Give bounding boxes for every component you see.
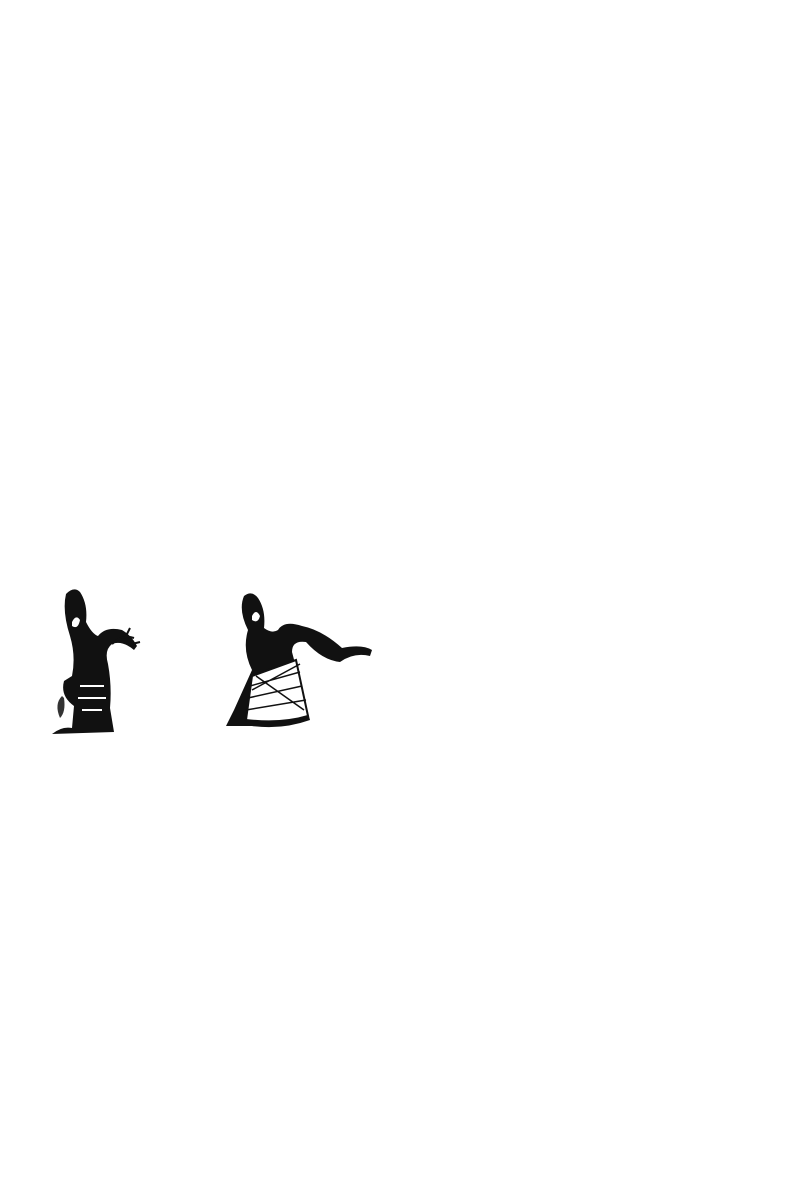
text-line xyxy=(8,488,392,512)
text-line xyxy=(8,26,392,50)
text-line xyxy=(8,74,392,98)
method-a-heading xyxy=(8,514,392,538)
text-line xyxy=(8,50,392,74)
text-line xyxy=(8,914,392,938)
text-line xyxy=(8,342,392,366)
text-line xyxy=(8,938,392,962)
text-line xyxy=(8,816,392,840)
text-line xyxy=(8,1156,392,1180)
figure-6-illustration xyxy=(42,586,142,736)
text-line xyxy=(8,98,392,122)
text-line xyxy=(8,986,392,1010)
text-line xyxy=(8,1108,392,1132)
text-line xyxy=(8,122,392,146)
text-line xyxy=(8,366,392,390)
text-line xyxy=(8,1010,392,1034)
text-line xyxy=(8,294,392,318)
text-line xyxy=(8,390,392,414)
section-heading-2 xyxy=(8,218,392,242)
text-line xyxy=(8,864,392,888)
text-line xyxy=(8,146,392,170)
subsection-heading-2 xyxy=(8,416,392,440)
method-b-heading xyxy=(8,890,392,914)
text-line xyxy=(8,170,392,194)
text-line xyxy=(8,562,392,586)
figure-7-caption xyxy=(214,734,228,751)
text-line xyxy=(8,464,392,488)
text-line xyxy=(8,1132,392,1156)
text-line xyxy=(8,1084,392,1108)
subsection-heading-1 xyxy=(8,270,392,294)
text-line xyxy=(8,1034,392,1058)
text-line xyxy=(8,440,392,464)
text-line xyxy=(8,318,392,342)
text-line xyxy=(8,962,392,986)
figure-7-illustration xyxy=(222,590,382,730)
figure-6-caption xyxy=(30,738,44,755)
paragraph-end-line xyxy=(8,194,392,218)
method-c-heading xyxy=(8,1060,392,1084)
text-line xyxy=(8,2,392,26)
text-line xyxy=(8,538,392,562)
text-line xyxy=(8,792,392,816)
text-line xyxy=(8,242,392,266)
text-line xyxy=(8,840,392,864)
text-line xyxy=(8,768,392,792)
